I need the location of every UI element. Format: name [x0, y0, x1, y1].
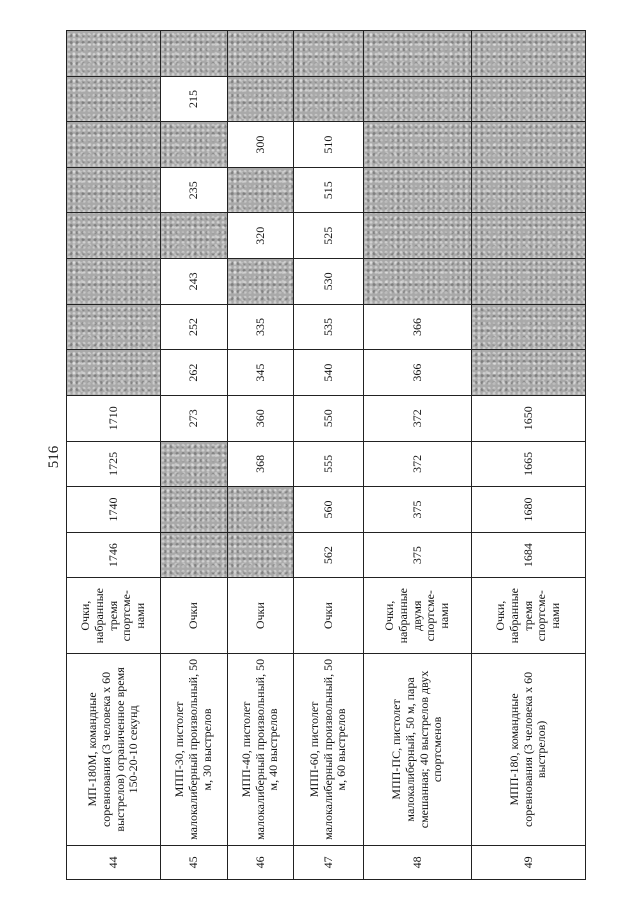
score-cell [364, 76, 472, 122]
table-row [294, 31, 364, 880]
score-cell: 1725 [67, 441, 161, 487]
score-cell: 1710 [67, 395, 161, 441]
scores-table [66, 30, 586, 880]
score-cell: 555 [294, 441, 364, 487]
row-number: 45 [161, 845, 228, 879]
score-cell: 243 [161, 259, 228, 305]
table-row [364, 31, 472, 880]
score-cell [472, 167, 586, 213]
score-cell: 1650 [472, 395, 586, 441]
score-cell [472, 259, 586, 305]
unit-cell: Очки, набранные тремя спортсме-нами [472, 578, 586, 654]
score-cell: 300 [228, 122, 294, 168]
score-cell: 335 [228, 304, 294, 350]
score-cell: 368 [228, 441, 294, 487]
score-cell [228, 76, 294, 122]
score-cell: 510 [294, 122, 364, 168]
score-cell [472, 350, 586, 396]
score-cell [472, 31, 586, 77]
score-cell [67, 350, 161, 396]
score-cell [228, 31, 294, 77]
discipline-cell: МПП-180, командные соревнования (3 человека х 60 выстрелов) [472, 654, 586, 846]
score-cell [294, 76, 364, 122]
score-cell [364, 122, 472, 168]
score-cell: 320 [228, 213, 294, 259]
score-cell [161, 213, 228, 259]
score-cell [228, 487, 294, 533]
page-number: 516 [46, 445, 62, 469]
score-cell: 366 [364, 304, 472, 350]
score-cell: 540 [294, 350, 364, 396]
score-cell [161, 122, 228, 168]
score-cell [228, 259, 294, 305]
score-cell: 515 [294, 167, 364, 213]
discipline-cell: МПП-40, пистолет малокалиберный произвольный, 50 м, 40 выстрелов [228, 654, 294, 846]
rotated-table-container [66, 30, 585, 880]
discipline-cell: МП-180М, командные соревнования (3 человека х 60 выстрелов) ограниченное время 150-20-10 секунд [67, 654, 161, 846]
score-cell [67, 122, 161, 168]
score-cell [67, 76, 161, 122]
score-cell: 372 [364, 441, 472, 487]
score-cell: 252 [161, 304, 228, 350]
score-cell [364, 259, 472, 305]
score-cell: 530 [294, 259, 364, 305]
score-cell: 560 [294, 487, 364, 533]
score-cell [228, 167, 294, 213]
discipline-cell: МПП-60, пистолет малокалиберный произвольный, 50 м, 60 выстрелов [294, 654, 364, 846]
row-number: 44 [67, 845, 161, 879]
score-cell: 1740 [67, 487, 161, 533]
score-cell: 366 [364, 350, 472, 396]
score-cell [228, 532, 294, 578]
unit-cell: Очки [228, 578, 294, 654]
row-number: 49 [472, 845, 586, 879]
unit-cell: Очки [161, 578, 228, 654]
table-row [67, 31, 161, 880]
score-cell: 372 [364, 395, 472, 441]
score-cell [472, 213, 586, 259]
score-cell: 375 [364, 487, 472, 533]
score-cell [161, 441, 228, 487]
score-cell [472, 122, 586, 168]
table-row [228, 31, 294, 880]
score-cell: 215 [161, 76, 228, 122]
unit-cell: Очки, набранные двумя спортсме-нами [364, 578, 472, 654]
score-cell [472, 304, 586, 350]
score-cell: 360 [228, 395, 294, 441]
score-cell [67, 31, 161, 77]
score-cell [67, 304, 161, 350]
score-cell [161, 31, 228, 77]
score-cell [294, 31, 364, 77]
score-cell [67, 167, 161, 213]
score-cell: 550 [294, 395, 364, 441]
score-cell: 235 [161, 167, 228, 213]
score-cell [67, 213, 161, 259]
score-cell [67, 259, 161, 305]
score-cell: 273 [161, 395, 228, 441]
row-number: 48 [364, 845, 472, 879]
unit-cell: Очки [294, 578, 364, 654]
score-cell [364, 31, 472, 77]
score-cell: 562 [294, 532, 364, 578]
score-cell: 1665 [472, 441, 586, 487]
discipline-cell: МПП-30, пистолет малокалиберный произвольный, 50 м, 30 выстрелов [161, 654, 228, 846]
score-cell [364, 213, 472, 259]
score-cell: 375 [364, 532, 472, 578]
score-cell: 345 [228, 350, 294, 396]
unit-cell: Очки, набранные тремя спортсме-нами [67, 578, 161, 654]
score-cell: 1684 [472, 532, 586, 578]
table-row [472, 31, 586, 880]
row-number: 46 [228, 845, 294, 879]
score-cell [161, 487, 228, 533]
score-cell: 1680 [472, 487, 586, 533]
score-cell: 262 [161, 350, 228, 396]
row-number: 47 [294, 845, 364, 879]
score-cell: 525 [294, 213, 364, 259]
table-row [161, 31, 228, 880]
score-cell: 1746 [67, 532, 161, 578]
score-cell [161, 532, 228, 578]
score-cell: 535 [294, 304, 364, 350]
score-cell [472, 76, 586, 122]
discipline-cell: МПП-ПС, пистолет малокалиберный, 50 м, пара смешанная; 40 выстрелов двух спортсменов [364, 654, 472, 846]
score-cell [364, 167, 472, 213]
